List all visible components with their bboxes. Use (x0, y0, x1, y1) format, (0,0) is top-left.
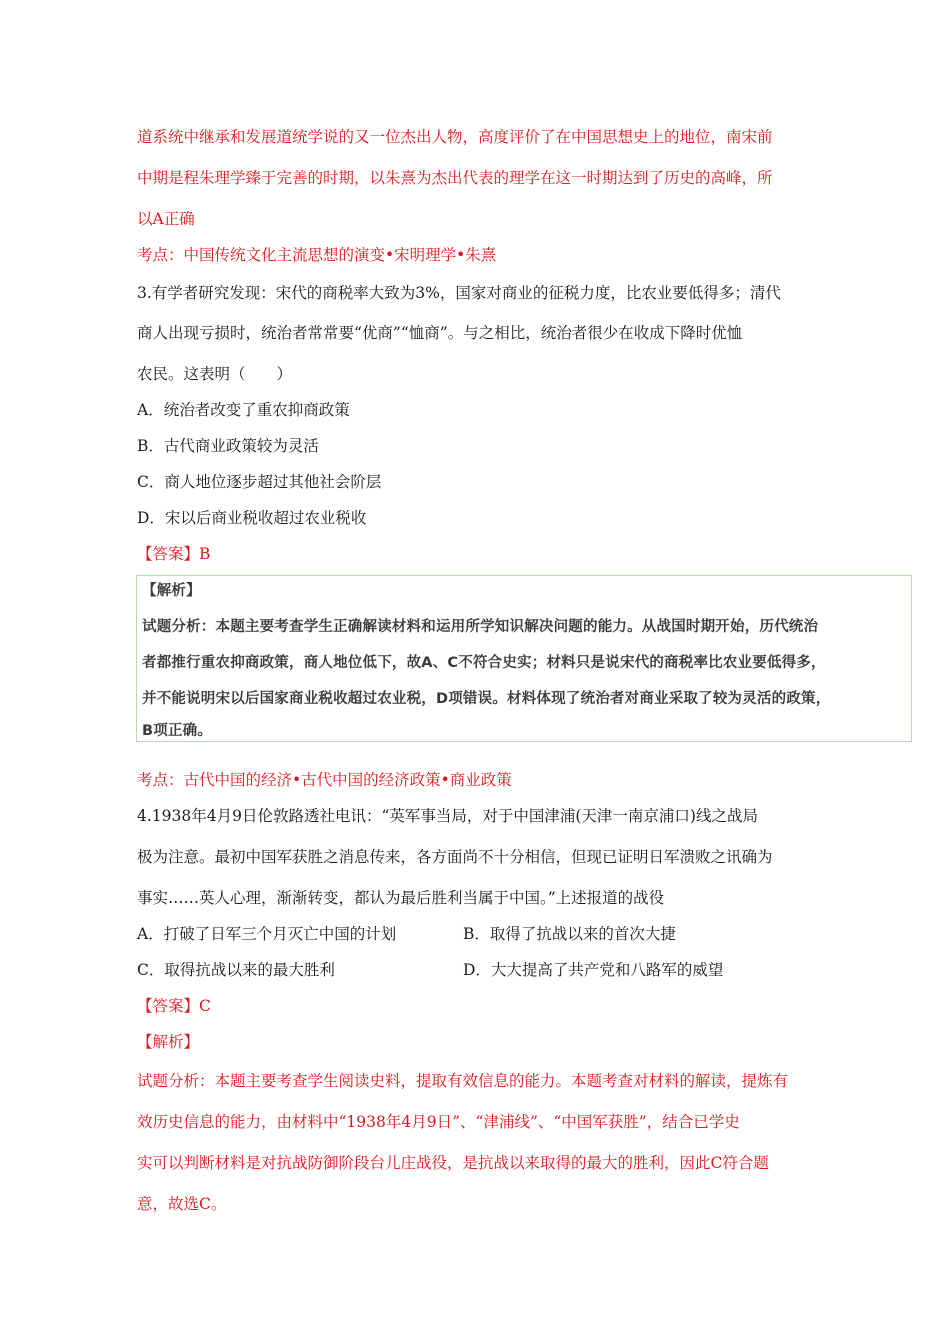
analysis-line-2: 者都推行重农抑商政策，商人地位低下，故A、C不符合史实；材料只是说宋代的商税率比农业要低得多， (142, 655, 826, 671)
q3-option-c: C．商人地位逐步超过其他社会阶层 (137, 473, 382, 491)
answer-value: B (199, 545, 211, 563)
q4-option-d: D．大大提高了共产党和八路军的威望 (463, 961, 724, 979)
answer-label: 【答案】 (137, 997, 200, 1015)
answer-label: 【答案】 (137, 545, 200, 563)
continuation-line-3: 以A正确 (137, 210, 195, 228)
q3-stem-line-2: 商人出现亏损时，统治者常常要“优商”“恤商”。与之相比，统治者很少在收成下降时优恤 (137, 324, 743, 342)
analysis-line-1: 试题分析：本题主要考查学生正确解读材料和运用所学知识解决问题的能力。从战国时期开始，历代统治 (142, 619, 819, 635)
q4-option-a: A．打破了日军三个月灭亡中国的计划 (137, 925, 397, 943)
continuation-line-1: 道系统中继承和发展道统学说的又一位杰出人物，高度评价了在中国思想史上的地位，南宋前 (137, 128, 773, 146)
q4-analysis-line-3: 实可以判断材料是对抗战防御阶段台儿庄战役，是抗战以来取得的最大的胜利，因此C符合题 (137, 1154, 769, 1172)
q4-stem-line-3: 事实……英人心理，渐渐转变，都认为最后胜利当属于中国。”上述报道的战役 (137, 889, 665, 907)
q4-stem-line-1: 4.1938年4月9日伦敦路透社电讯：“英军事当局，对于中国津浦(天津一南京浦口)线之战局 (137, 807, 758, 825)
kaodian-3: 考点：古代中国的经济•古代中国的经济政策•商业政策 (137, 771, 512, 789)
answer-value: C (199, 997, 211, 1015)
q3-analysis-box (136, 575, 912, 742)
q4-option-b: B．取得了抗战以来的首次大捷 (463, 925, 676, 943)
analysis-line-3: 并不能说明宋以后国家商业税收超过农业税，D项错误。材料体现了统治者对商业采取了较为灵活的政策， (142, 691, 831, 707)
q3-answer (137, 544, 210, 564)
q4-analysis-label: 【解析】 (137, 1033, 200, 1051)
q4-analysis-line-4: 意，故选C。 (137, 1195, 227, 1213)
q3-stem-line-1: 3.有学者研究发现：宋代的商税率大致为3%，国家对商业的征税力度，比农业要低得多；清代 (137, 284, 781, 302)
q4-option-c: C．取得抗战以来的最大胜利 (137, 961, 335, 979)
q3-option-a: A．统治者改变了重农抑商政策 (137, 401, 350, 419)
q4-stem-line-2: 极为注意。最初中国军获胜之消息传来，各方面尚不十分相信，但现已证明日军溃败之讯确为 (137, 848, 773, 866)
q4-analysis-line-1: 试题分析：本题主要考查学生阅读史料，提取有效信息的能力。本题考查对材料的解读，提炼有 (137, 1072, 789, 1090)
analysis-line-4: B项正确。 (142, 723, 213, 739)
q4-answer (137, 996, 211, 1016)
analysis-title: 【解析】 (142, 583, 201, 599)
q3-stem-line-3: 农民。这表明（ ） (137, 365, 293, 383)
continuation-line-2: 中期是程朱理学臻于完善的时期，以朱熹为杰出代表的理学在这一时期达到了历史的高峰，所 (137, 169, 773, 187)
kaodian-2: 考点：中国传统文化主流思想的演变•宋明理学•朱熹 (137, 246, 497, 264)
q4-analysis-line-2: 效历史信息的能力，由材料中“1938年4月9日”、“津浦线”、“中国军获胜”，结合已学史 (137, 1113, 740, 1131)
q3-option-b: B．古代商业政策较为灵活 (137, 437, 319, 455)
q3-option-d: D．宋以后商业税收超过农业税收 (137, 509, 367, 527)
